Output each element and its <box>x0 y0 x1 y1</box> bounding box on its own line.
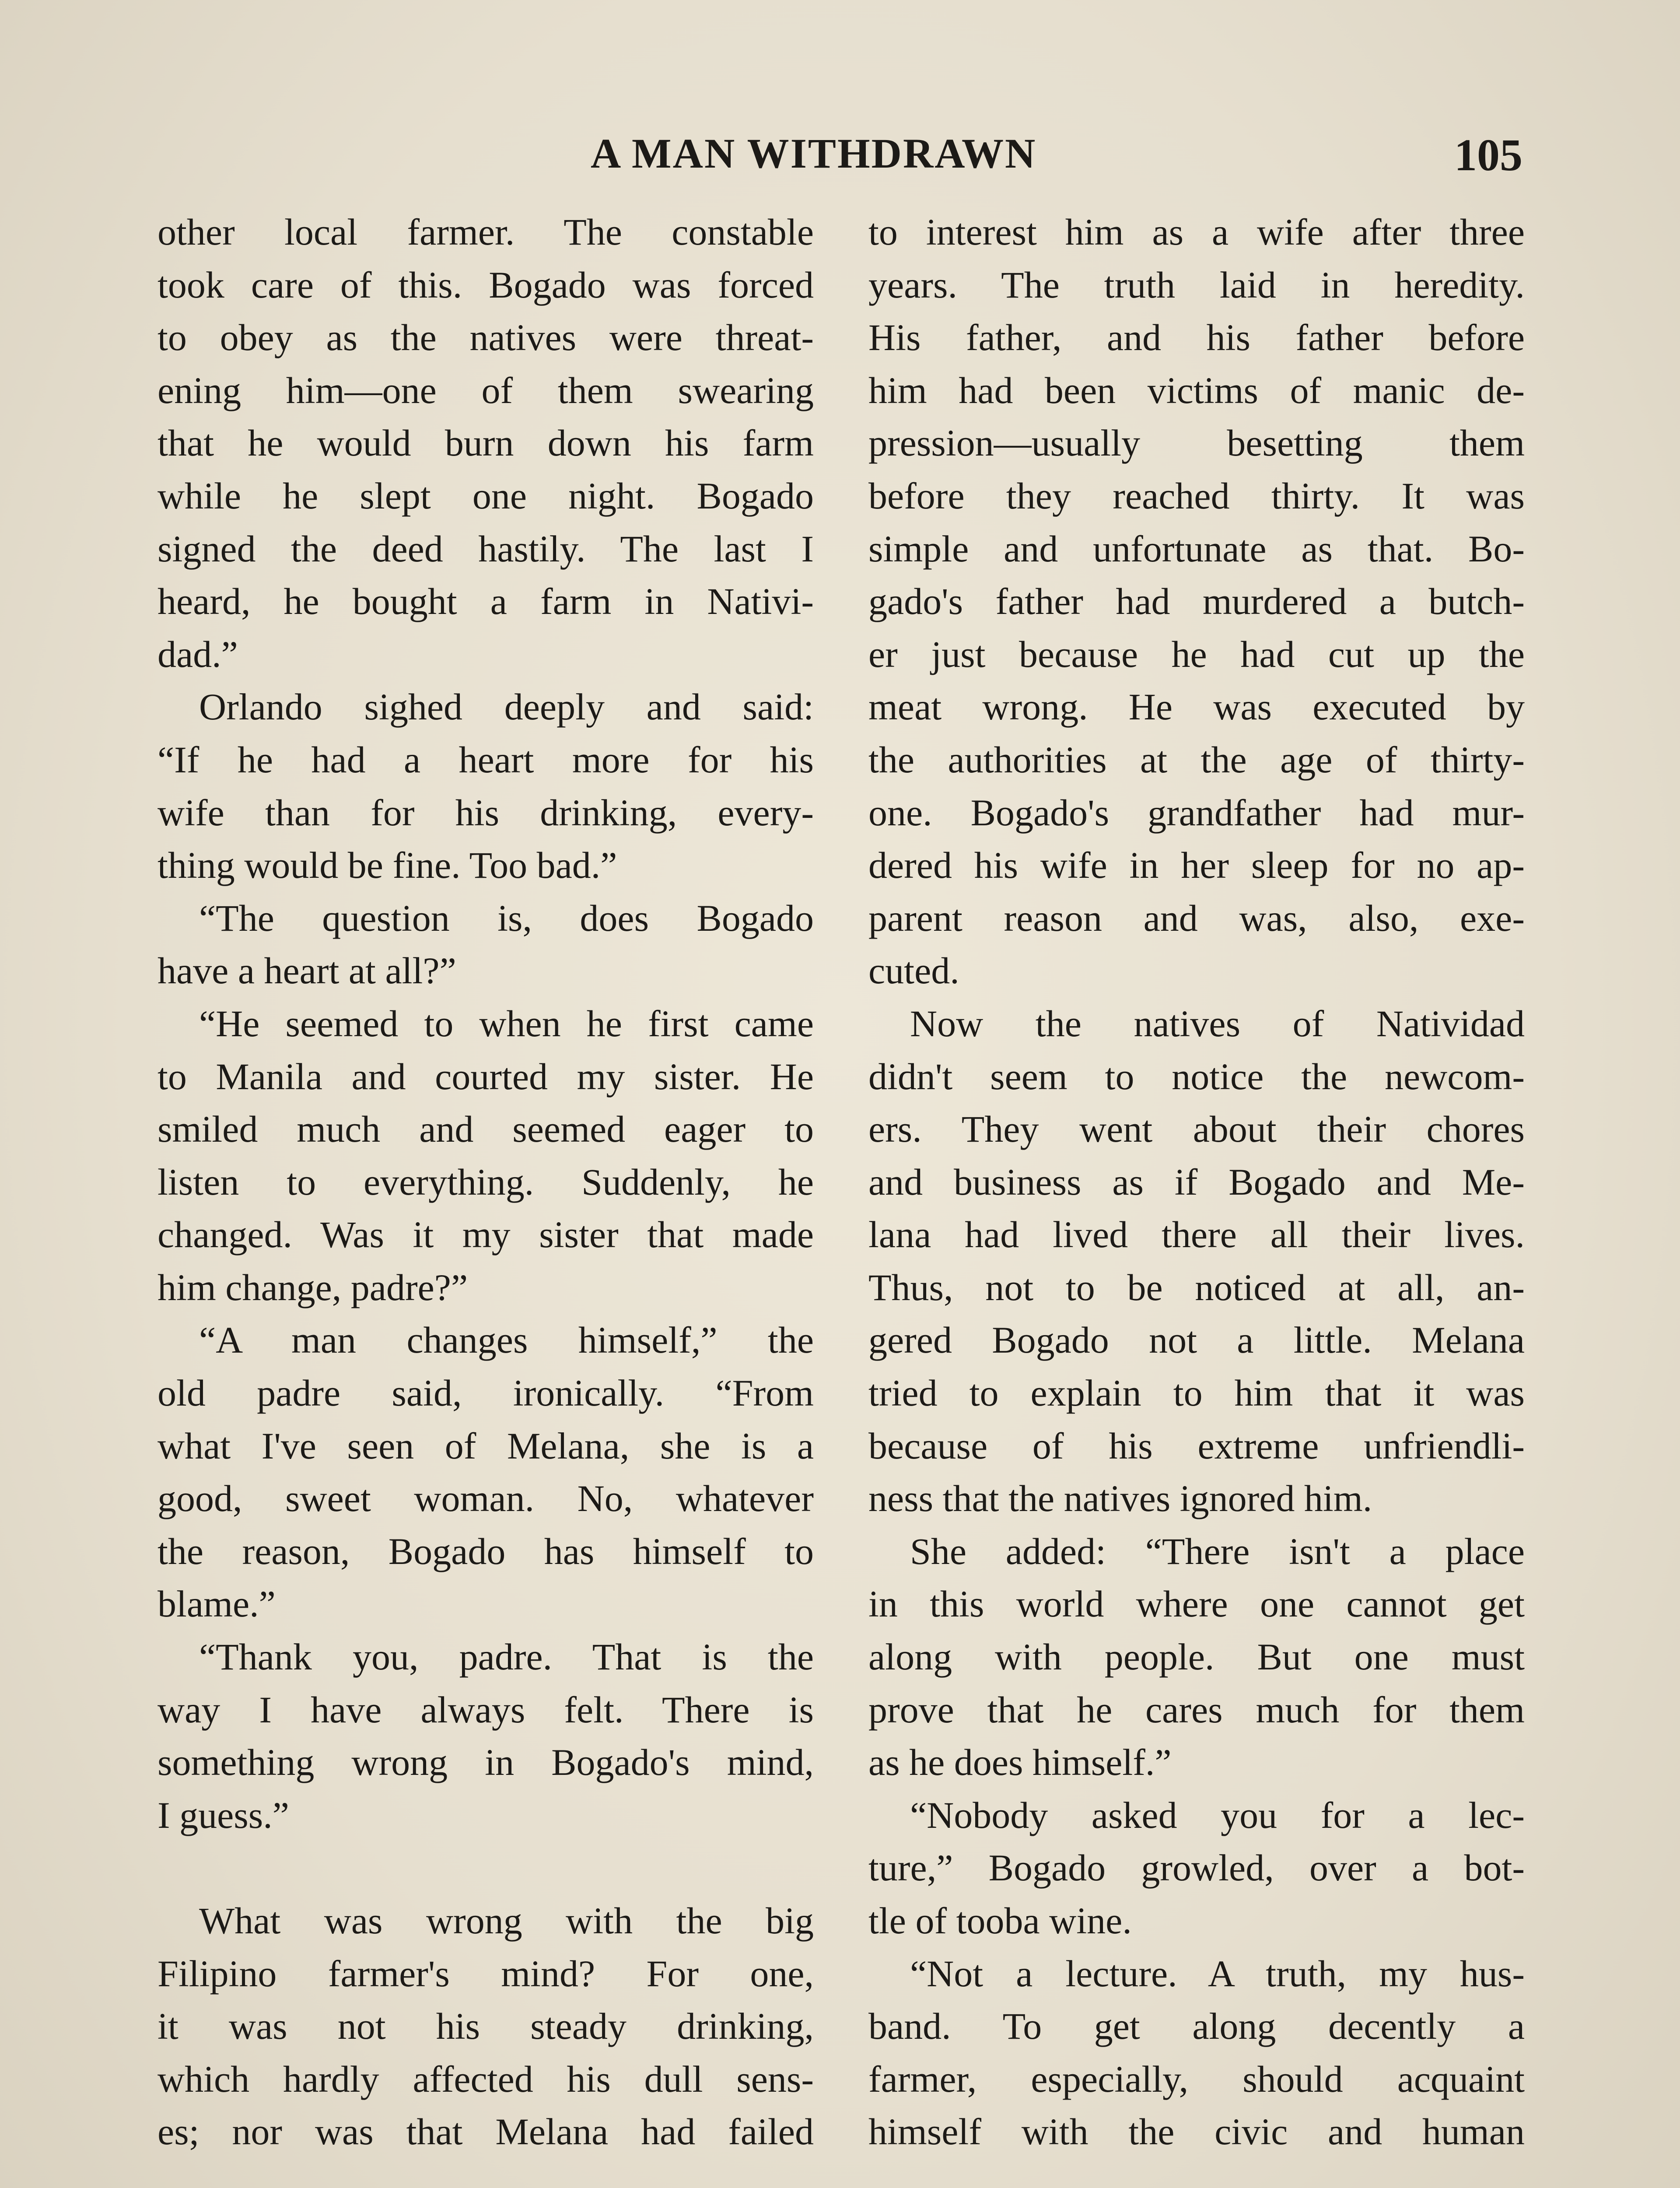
page-header <box>158 129 1522 186</box>
text-line: ers. They went about their chores <box>868 1108 1525 1150</box>
text-line: prove that he cares much for them <box>868 1688 1525 1731</box>
text-line: have a heart at all?” <box>158 950 456 992</box>
text-line: “The question is, does Bogado <box>199 897 814 939</box>
text-line: to Manila and courted my sister. He <box>158 1055 814 1098</box>
text-line: er just because he had cut up the <box>868 633 1525 675</box>
text-line: Orlando sighed deeply and said: <box>199 686 814 728</box>
text-line: good, sweet woman. No, whatever <box>158 1477 814 1520</box>
text-line: Thus, not to be noticed at all, an- <box>868 1266 1525 1308</box>
text-line: changed. Was it my sister that made <box>158 1213 814 1256</box>
text-line: him change, padre?” <box>158 1266 468 1308</box>
text-line: while he slept one night. Bogado <box>158 474 814 517</box>
text-line: wife than for his drinking, every- <box>158 791 814 834</box>
text-line: years. The truth laid in heredity. <box>868 263 1525 306</box>
text-line: the reason, Bogado has himself to <box>158 1530 814 1572</box>
text-line: “Not a lecture. A truth, my hus- <box>910 1952 1525 1995</box>
text-line: it was not his steady drinking, <box>158 2005 814 2048</box>
text-line: what I've seen of Melana, she is a <box>158 1424 814 1467</box>
text-line: listen to everything. Suddenly, he <box>158 1161 814 1203</box>
text-line: something wrong in Bogado's mind, <box>158 1741 814 1784</box>
text-line: in this world where one cannot get <box>868 1583 1525 1625</box>
text-line: “If he had a heart more for his <box>158 738 814 781</box>
text-line: band. To get along decently a <box>868 2005 1525 2048</box>
text-line: old padre said, ironically. “From <box>158 1372 814 1414</box>
text-line: before they reached thirty. It was <box>868 474 1525 517</box>
text-line: es; nor was that Melana had failed <box>158 2111 814 2153</box>
left-text-column <box>158 206 814 2158</box>
text-line: “Nobody asked you for a lec- <box>910 1794 1525 1836</box>
text-line: the authorities at the age of thirty- <box>868 738 1525 781</box>
text-line: ture,” Bogado growled, over a bot- <box>868 1847 1525 1889</box>
text-line: way I have always felt. There is <box>158 1688 814 1731</box>
text-line: and business as if Bogado and Me- <box>868 1161 1525 1203</box>
text-line: himself with the civic and human <box>868 2111 1525 2153</box>
page-number: 105 <box>1454 130 1522 180</box>
text-line: him had been victims of manic de- <box>868 369 1525 411</box>
running-title: A MAN WITHDRAWN <box>591 130 1037 177</box>
text-line: “Thank you, padre. That is the <box>199 1636 814 1678</box>
text-line: thing would be fine. Too bad.” <box>158 844 617 887</box>
text-line: smiled much and seemed eager to <box>158 1108 814 1150</box>
text-line: gado's father had murdered a butch- <box>868 580 1525 623</box>
text-line: that he would burn down his farm <box>158 422 814 464</box>
text-line: pression—usually besetting them <box>868 422 1525 464</box>
text-line: “He seemed to when he first came <box>199 1002 814 1045</box>
text-line: gered Bogado not a little. Melana <box>868 1319 1525 1361</box>
text-line: as he does himself.” <box>868 1741 1172 1784</box>
text-line: because of his extreme unfriendli- <box>868 1424 1525 1467</box>
text-line: Now the natives of Natividad <box>910 1002 1525 1045</box>
text-line: heard, he bought a farm in Nativi- <box>158 580 814 623</box>
text-line: blame.” <box>158 1583 276 1625</box>
right-text-column <box>868 206 1525 2158</box>
text-line: to obey as the natives were threat- <box>158 316 814 359</box>
text-line: She added: “There isn't a place <box>910 1530 1525 1572</box>
text-line: one. Bogado's grandfather had mur- <box>868 791 1525 834</box>
text-line: “A man changes himself,” the <box>199 1319 814 1361</box>
text-line: parent reason and was, also, exe- <box>868 897 1525 939</box>
text-line: tried to explain to him that it was <box>868 1372 1525 1414</box>
text-line: which hardly affected his dull sens- <box>158 2058 814 2100</box>
text-line: dad.” <box>158 633 238 675</box>
text-line: farmer, especially, should acquaint <box>868 2058 1525 2100</box>
text-line: Filipino farmer's mind? For one, <box>158 1952 814 1995</box>
text-line: cuted. <box>868 950 959 992</box>
text-line: didn't seem to notice the newcom- <box>868 1055 1525 1098</box>
text-line: What was wrong with the big <box>199 1900 814 1942</box>
text-line: I guess.” <box>158 1794 289 1836</box>
text-line: meat wrong. He was executed by <box>868 686 1525 728</box>
text-line: to interest him as a wife after three <box>868 211 1525 253</box>
text-line: lana had lived there all their lives. <box>868 1213 1525 1256</box>
text-line: ening him—one of them swearing <box>158 369 814 411</box>
text-line: dered his wife in her sleep for no ap- <box>868 844 1525 887</box>
text-line: signed the deed hastily. The last I <box>158 527 814 570</box>
text-line: other local farmer. The constable <box>158 211 814 253</box>
text-line: His father, and his father before <box>868 316 1525 359</box>
text-line: along with people. But one must <box>868 1636 1525 1678</box>
text-line: simple and unfortunate as that. Bo- <box>868 527 1525 570</box>
text-line: tle of tooba wine. <box>868 1900 1132 1942</box>
text-line: ness that the natives ignored him. <box>868 1477 1372 1520</box>
text-line: took care of this. Bogado was forced <box>158 263 814 306</box>
text-line <box>158 1841 814 1894</box>
